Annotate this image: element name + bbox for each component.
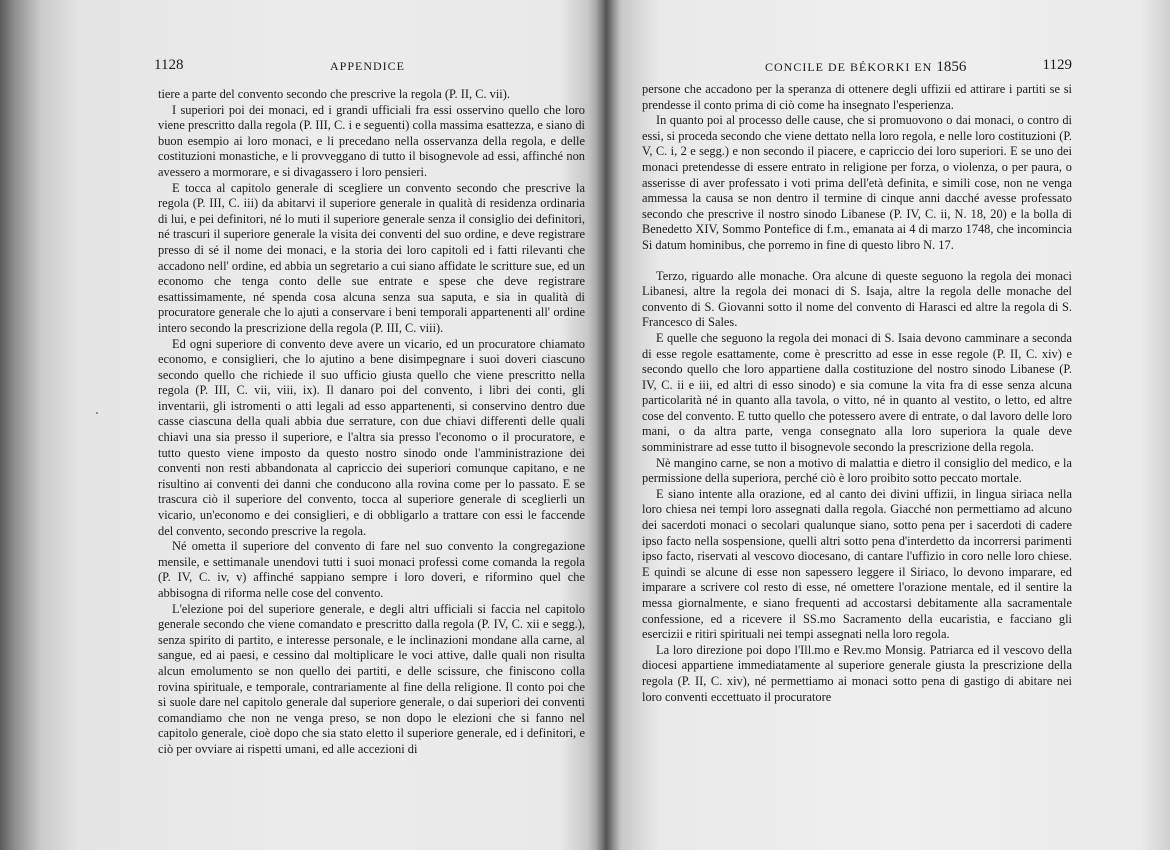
- paragraph: Né ometta il superiore del convento di fare nel suo convento la congregazione mensile, e settimanale unendovi tutti i suoi monaci professi come comanda la regola (P. IV, C. iv, v) affinché sappiano sempre i loro doveri, e riformino quel che abbisogna di riforma nelle cose del convento.: [158, 539, 585, 600]
- paragraph: Ed ogni superiore di convento deve avere un vicario, ed un procuratore chiamato economo, e consiglieri, che lo ajutino a bene disimpegnare i suoi doveri ciascuno secondo quello che richiede il suo ufficio giusta quello che viene prescritto nella regola (P. III, C. vii, viii, ix). Il danaro poi del convento, i libri dei conti, gli inventarii, gli istromenti o atti legali ad esso appartenenti, si conservino dentro due casse ciascuna della quali abbia due serrature, con due chiavi differenti delle quali chiavi una sia presso il superiore, e l'altra sia presso l'economo o il procuratore, e tutto questo viene imposto da questo nostro sinodo onde l'amministrazione dei conventi non resti abbandonata al capriccio dei superiori comunque capitano, e ne risultino ai conventi dei danni che conducono alla rovina come per lo passato. E se trascura ciò il superiore del convento, tocca al superiore generale di sceglierli un vicario, un'economo e dei consiglieri, e di obbligarlo a trattare con essi le faccende del convento, secondo prescrive la regola.: [158, 336, 585, 538]
- right-running-head: [640, 57, 1072, 77]
- paragraph: E quelle che seguono la regola dei monaci di S. Isaia devono camminare a seconda di esse regole esattamente, come è prescritto ad esse in esse regole (P. II, C. xiv) e secondo quello che loro appartiene dalla costituzione del nostro sinodo Libanese (P. IV, C. ii e iii, ed altri di esso sinodo) e sia comune la vita fra di esse senza alcuna particolarità né in quanto alla tavola, o vitto, né in quanto al vestito, o letto, ed altre cose del convento. E tutto quello che potessero avere di entrate, o dal lavoro delle loro mani, o da altra parte, venga consegnato alla loro superiora la quale deve somministrare ad esse tutto il bisognevole secondo la prescrizione della regola.: [642, 330, 1072, 455]
- paragraph: I superiori poi dei monaci, ed i grandi ufficiali fra essi osservino quello che loro viene prescritto dalla regola (P. III, C. i e seguenti) colla massima esattezza, e siano di buon esempio ai loro monaci, e li precedano nella osservanza della regola, e delle costituzioni monastiche, e li provveggano di tutto il bisognevole ad essi, affinché non avessero a mormorare, e si divagassero i loro pensieri.: [158, 102, 585, 179]
- paragraph: La loro direzione poi dopo l'Ill.mo e Rev.mo Monsig. Patriarca ed il vescovo della diocesi appartiene immediatamente al superiore generale giusta la prescrizione della regola (P. II, C. xiv), né permettiamo ai monaci sotto pena di gastigo di abitare nei loro conventi eccettuato il procuratore: [642, 642, 1072, 704]
- paragraph: Nè mangino carne, se non a motivo di malattia e dietro il consiglio del medico, e la permissione della superiora, perché ciò è loro proibito sotto peccato mortale.: [642, 455, 1072, 486]
- paragraph: In quanto poi al processo delle cause, che si promuovono o dai monaci, o contro di essi, si proceda secondo che viene dettato nella loro regola, e nelle loro costituzioni (P. V, C. i, 2 e segg.) e non secondo il piacere, e capriccio dei loro superiori. E se uno dei monaci pretendesse di essere entrato in religione per forza, o violenza, o per paura, o asserisse di aver professato i voti prima dell'età definita, e simili cose, non ne venga ammessa la causa se non dentro il termine di cinque anni dacché avesse professato secondo che prescrive il nostro sinodo Libanese (P. IV, C. ii, N. 18, 20) e la bolla di Benedetto XIV, Sommo Pontefice di f.m., emanata ai 4 di marzo 1748, che incomincia Si datum hominibus, che porremo in fine di questo libro N. 17.: [642, 113, 1072, 252]
- right-page-number: 1129: [1042, 57, 1072, 73]
- left-running-head: [150, 57, 585, 77]
- right-running-title: [765, 59, 966, 76]
- book-gutter: [588, 0, 622, 850]
- paragraph: E siano intente alla orazione, ed al canto dei divini uffizii, in lingua siriaca nella loro chiesa nei tempi loro assegnati dalla regola. Giacché non permettiamo ad alcuno dei sacerdoti monaci o secolari qualunque siano, sotto pena per i sacerdoti di cadere ipso facto nella sospensione, quelli altri sotto pena d'interdetto da incorrersi parimenti ipso facto, riservati al vescovo diocesano, di cantare l'uffizio in coro nelle loro chiese. E quindi se alcune di esse non sapessero leggere il Siriaco, lo devono imparare, ed imparare a scrivere col resto di esse, né omettere l'orazione mentale, ed il sentire la messa giornalmente, e siano frequenti ad accostarsi debitamente alla sacramentale confessione, ed a ricevere il SS.mo Sacramento della eucaristia, e facciano gli esercizii e ritiri spirituali nei tempi assegnati nella loro regola.: [642, 486, 1072, 642]
- paragraph: Terzo, riguardo alle monache. Ora alcune di queste seguono la regola dei monaci Libanesi, altre la regola dei monaci di S. Isaja, altre la regola delle monache del convento di S. Giovanni sotto il nome del convento di Harasci ed altre la regola di S. Francesco di Sales.: [642, 268, 1072, 330]
- left-body: [158, 87, 585, 758]
- paragraph: persone che accadono per la speranza di ottenere degli uffizii ed attirare i partiti se si prendesse il conto prima di ciò come ha insegnato l'esperienza.: [642, 82, 1072, 112]
- right-page: [640, 0, 1072, 850]
- paragraph: L'elezione poi del superiore generale, e degli altri ufficiali si faccia nel capitolo generale secondo che viene comandato e prescritto dalla regola (P. IV, C. xii e segg.), senza spirito di partito, e interesse personale, e le inclinazioni mondane alla carne, al sangue, ed ai paesi, e cessino dal moltiplicare le voci attive, dalle quali non risulta alcun emolumento se non quello dei partiti, e delle scissure, che finiscono colla rovina spirituale, e temporale, contrariamente al fine della religione. Il conto poi che si suole dare nel capitolo generale dal superiore generale, o dai superiori dei conventi comandiamo che non ne venga preso, se non dopo le elezioni che si fanno nel capitolo generale, cioè dopo che sia stato eletto il superiore generale, ed i definitori, e ciò per ovviare ai rispetti umani, ed alle accezioni di: [158, 601, 585, 756]
- right-body: [642, 82, 1072, 705]
- right-running-title-text: CONCILE DE BÉKORKI EN: [765, 60, 933, 74]
- left-running-title: APPENDICE: [330, 59, 406, 73]
- left-page: [150, 0, 585, 850]
- right-running-year: 1856: [936, 59, 967, 75]
- left-page-number: 1128: [154, 57, 184, 73]
- speck: [96, 412, 98, 414]
- paragraph: E tocca al capitolo generale di scegliere un convento secondo che prescrive la regola (P. III, C. iii) da abitarvi il superiore generale in qualità di residenza ordinaria di lui, e pei definitori, né lo muti il superiore generale senza il consiglio dei definitori, né trascuri il superiore generale la visita dei conventi del suo ordine, e deve registrare presso di sé il nome dei monaci, e la storia dei loro capitoli ed i fatti rilevanti che accadono nell' ordine, ed abbia un segretario a cui siano affidate le scritture sue, ed un economo che tenga conto delle sue entrate e spese che deve registrare esattissimamente, né spenda cosa alcuna senza sua saputa, e sia in qualità di procuratore generale che lo ajuti a conservare i beni temporali appartenenti all' ordine intero secondo la prescrizione della regola (P. III, C. viii).: [158, 180, 585, 335]
- paragraph: tiere a parte del convento secondo che prescrive la regola (P. II, C. vii).: [158, 87, 510, 101]
